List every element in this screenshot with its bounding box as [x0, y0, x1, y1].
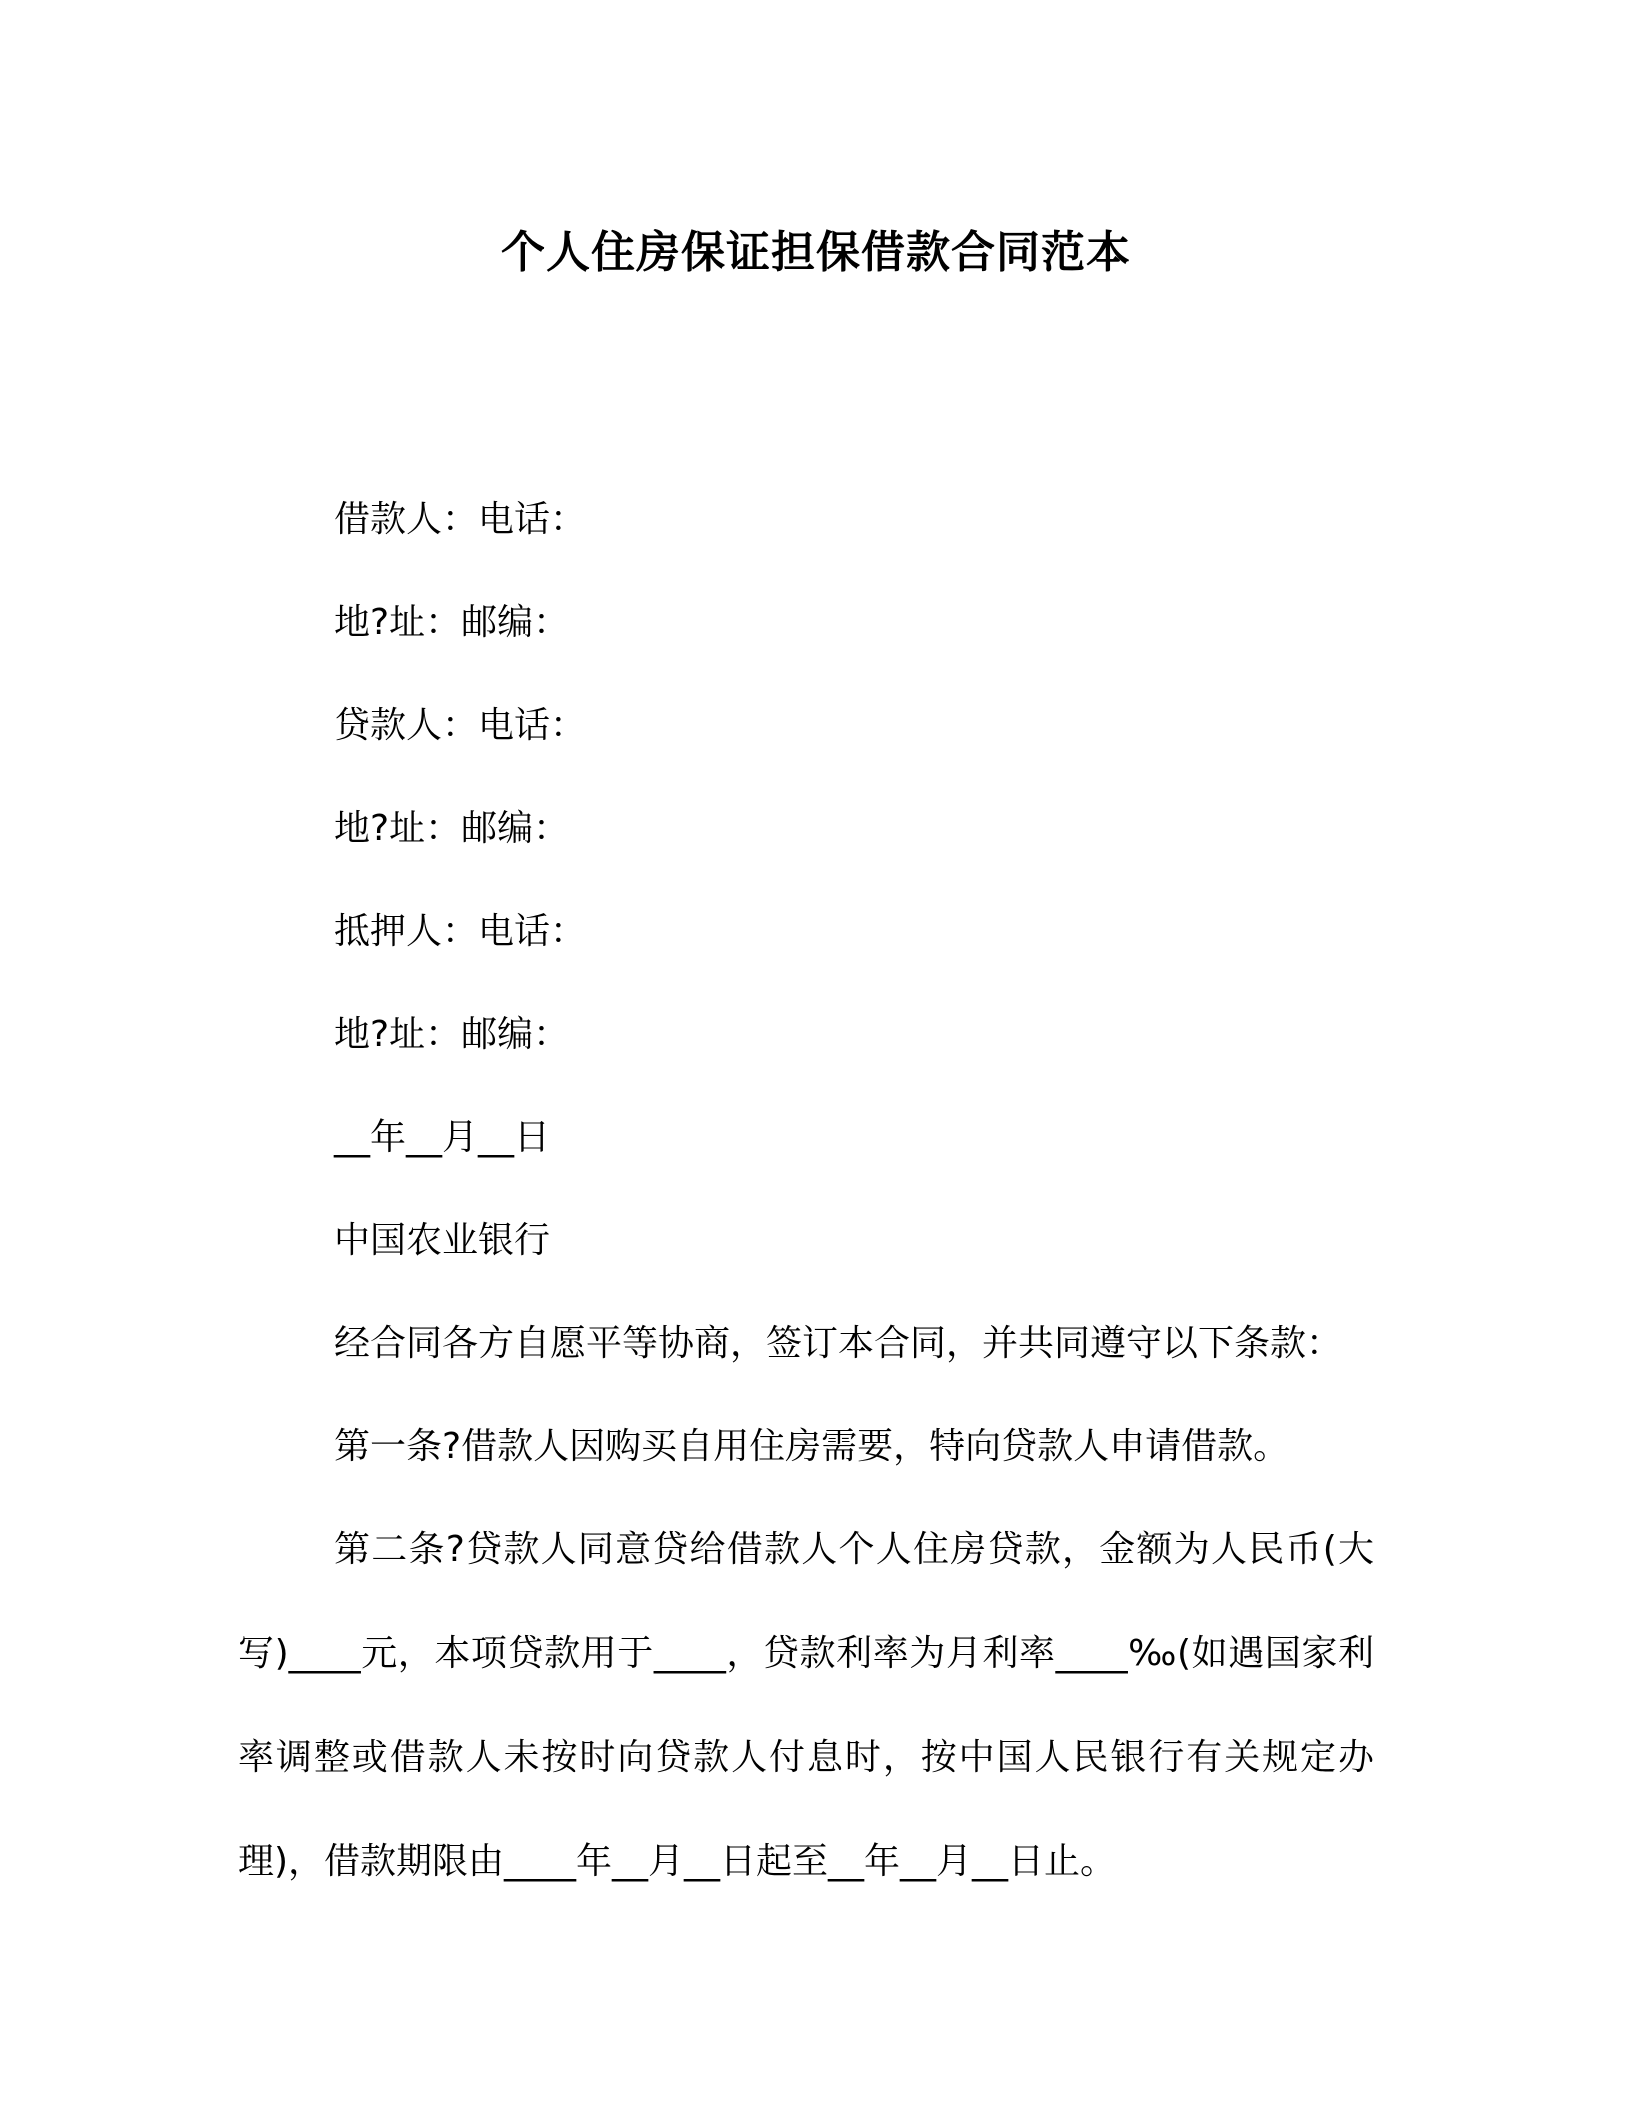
- preamble-line: 经合同各方自愿平等协商，签订本合同，并共同遵守以下条款：: [334, 1323, 1343, 1364]
- bank-name-line: 中国农业银行: [334, 1220, 551, 1261]
- lender-line: 贷款人：电话：: [334, 705, 587, 746]
- mortgagor-address-line: 地?址：邮编：: [334, 1014, 570, 1055]
- lender-address-line: 地?址：邮编：: [334, 808, 570, 849]
- document-title: 个人住房保证担保借款合同范本: [501, 227, 1131, 278]
- borrower-line: 借款人：电话：: [334, 499, 587, 540]
- borrower-address-line: 地?址：邮编：: [334, 602, 570, 643]
- mortgagor-line: 抵押人：电话：: [334, 911, 587, 952]
- article-2-paragraph: 第二条?贷款人同意贷给借款人个人住房贷款，金额为人民币(大写)____元，本项贷款用于____，贷款利率为月利率____‰(如遇国家利率调整或借款人未按时向贷款人付息时，按中国人民银行有关规定办理)，借款期限由____年__月__日起至__年__月__日止。: [238, 1529, 1374, 1882]
- article-1-line: 第一条?借款人因购买自用住房需要，特向贷款人申请借款。: [334, 1426, 1290, 1467]
- date-line: __年__月__日: [334, 1117, 551, 1158]
